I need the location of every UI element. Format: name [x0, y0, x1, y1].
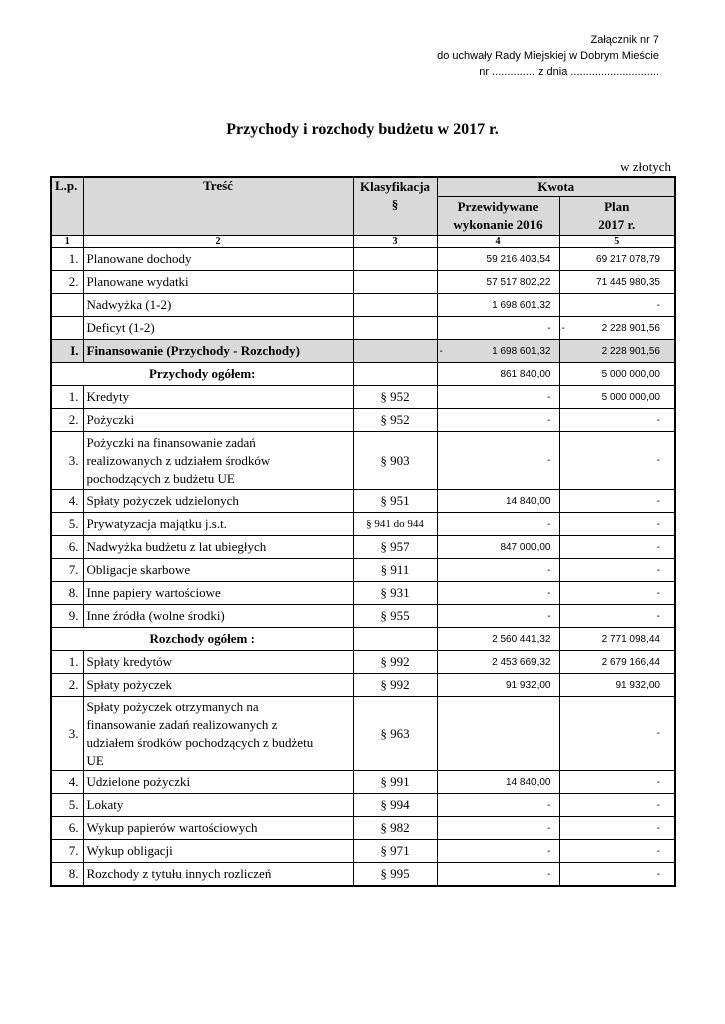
row-plan: - [559, 817, 675, 840]
row-tresc: Inne źródła (wolne środki) [83, 605, 353, 628]
column-number: 1 [51, 236, 83, 248]
column-number: 4 [437, 236, 559, 248]
przewidywane-line2: wykonanie 2016 [453, 217, 543, 232]
table-row [51, 817, 675, 840]
row-klasyfikacja [353, 363, 437, 386]
table-row [51, 582, 675, 605]
row-plan: - [559, 863, 675, 887]
row-lp [51, 317, 83, 340]
table-row [51, 271, 675, 294]
row-przewidywane: 57 517 802,22 [437, 271, 559, 294]
row-przewidywane: - [437, 386, 559, 409]
row-tresc [83, 697, 353, 771]
row-przewidywane: - [437, 317, 559, 340]
column-header-klasyfikacja [353, 177, 437, 236]
row-tresc: Wykup papierów wartościowych [83, 817, 353, 840]
row-przewidywane-value: 1 698 601,32 [492, 345, 551, 357]
row-tresc: Pożyczki [83, 409, 353, 432]
revenue-total-row [51, 363, 675, 386]
row-tresc: Rozchody z tytułu innych rozliczeń [83, 863, 353, 887]
resolution-reference: do uchwały Rady Miejskiej w Dobrym Mieście [437, 50, 659, 62]
row-tresc: Kredyty [83, 386, 353, 409]
row-klasyfikacja: § 991 [353, 771, 437, 794]
row-tresc-line: Pożyczki na finansowanie zadań [86, 434, 256, 450]
expenditure-total-label: Rozchody ogółem : [51, 628, 353, 651]
row-klasyfikacja: § 952 [353, 386, 437, 409]
row-przewidywane: - [437, 840, 559, 863]
row-przewidywane: - [437, 817, 559, 840]
table-row [51, 432, 675, 490]
row-plan: - [559, 559, 675, 582]
row-plan: 2 679 166,44 [559, 651, 675, 674]
table-row [51, 248, 675, 271]
column-number: 2 [83, 236, 353, 248]
row-plan: - [559, 794, 675, 817]
row-przewidywane: - [437, 513, 559, 536]
row-plan: 5 000 000,00 [559, 363, 675, 386]
column-header-lp: L.p. [51, 177, 83, 236]
row-plan: - [559, 294, 675, 317]
row-plan: - [559, 536, 675, 559]
expenditure-total-row [51, 628, 675, 651]
row-klasyfikacja: § 971 [353, 840, 437, 863]
row-lp: 4. [51, 490, 83, 513]
row-tresc: Lokaty [83, 794, 353, 817]
row-klasyfikacja: § 982 [353, 817, 437, 840]
page-title: Przychody i rozchody budżetu w 2017 r. [226, 121, 499, 138]
budget-table [50, 176, 676, 887]
table-row [51, 674, 675, 697]
row-klasyfikacja [353, 340, 437, 363]
row-tresc-line: finansowanie zadań realizowanych z [86, 716, 278, 732]
row-przewidywane: - [437, 605, 559, 628]
column-header-plan [559, 197, 675, 236]
row-przewidywane: 14 840,00 [437, 771, 559, 794]
row-lp: 1. [51, 651, 83, 674]
row-tresc: Spłaty kredytów [83, 651, 353, 674]
revenue-total-label: Przychody ogółem: [51, 363, 353, 386]
column-header-przewidywane [437, 197, 559, 236]
row-lp: 7. [51, 840, 83, 863]
row-przewidywane: - [437, 432, 559, 490]
table-row [51, 513, 675, 536]
row-klasyfikacja: § 992 [353, 674, 437, 697]
row-tresc: Nadwyżka budżetu z lat ubiegłych [83, 536, 353, 559]
row-lp: 4. [51, 771, 83, 794]
row-przewidywane: 14 840,00 [437, 490, 559, 513]
row-przewidywane: 1 698 601,32 [437, 294, 559, 317]
column-numbers-row [51, 236, 675, 248]
row-tresc: Planowane dochody [83, 248, 353, 271]
plan-line1: Plan [604, 199, 630, 214]
resolution-number-date: nr .............. z dnia ............................. [479, 66, 659, 78]
row-klasyfikacja: § 952 [353, 409, 437, 432]
row-plan: - [559, 582, 675, 605]
row-lp: I. [51, 340, 83, 363]
table-row [51, 559, 675, 582]
row-przewidywane: - [437, 863, 559, 887]
column-number: 3 [353, 236, 437, 248]
row-plan: - [559, 513, 675, 536]
table-row [51, 294, 675, 317]
row-lp: 3. [51, 697, 83, 771]
row-plan: - [559, 490, 675, 513]
row-tresc: Prywatyzacja majątku j.s.t. [83, 513, 353, 536]
row-klasyfikacja [353, 248, 437, 271]
table-row [51, 697, 675, 771]
row-klasyfikacja: § 963 [353, 697, 437, 771]
row-lp: 2. [51, 271, 83, 294]
row-klasyfikacja: § 957 [353, 536, 437, 559]
row-plan: - [559, 432, 675, 490]
row-plan: 5 000 000,00 [559, 386, 675, 409]
row-tresc [83, 432, 353, 490]
attachment-note [437, 32, 659, 80]
row-przewidywane: - [437, 559, 559, 582]
row-plan: - [559, 697, 675, 771]
row-lp: 5. [51, 513, 83, 536]
row-klasyfikacja: § 951 [353, 490, 437, 513]
row-tresc-line: udziałem środków pochodzących z budżetu [86, 734, 314, 750]
row-plan: 2 771 098,44 [559, 628, 675, 651]
row-plan: 69 217 078,79 [559, 248, 675, 271]
row-plan: 2 228 901,56 [559, 340, 675, 363]
row-lp: 6. [51, 536, 83, 559]
row-klasyfikacja: § 941 do 944 [353, 513, 437, 536]
row-lp: 3. [51, 432, 83, 490]
row-plan: - [559, 840, 675, 863]
paragraph-symbol: § [391, 197, 399, 212]
row-przewidywane: - [437, 794, 559, 817]
row-plan: - [559, 409, 675, 432]
row-klasyfikacja [353, 317, 437, 340]
row-tresc: Deficyt (1-2) [83, 317, 353, 340]
row-przewidywane: 861 840,00 [437, 363, 559, 386]
row-lp: 2. [51, 674, 83, 697]
table-row [51, 840, 675, 863]
row-klasyfikacja: § 992 [353, 651, 437, 674]
row-klasyfikacja: § 955 [353, 605, 437, 628]
negative-sign: - [439, 345, 443, 357]
column-header-kwota: Kwota [437, 177, 675, 197]
financing-row [51, 340, 675, 363]
row-przewidywane: 2 453 669,32 [437, 651, 559, 674]
row-lp: 6. [51, 817, 83, 840]
row-lp: 1. [51, 386, 83, 409]
row-lp: 8. [51, 863, 83, 887]
row-plan: - [559, 771, 675, 794]
row-plan: - [559, 605, 675, 628]
column-number: 5 [559, 236, 675, 248]
table-row [51, 317, 675, 340]
row-tresc: Spłaty pożyczek udzielonych [83, 490, 353, 513]
row-tresc-line: pochodzących z budżetu UE [86, 470, 235, 486]
column-header-tresc: Treść [83, 177, 353, 236]
row-tresc: Wykup obligacji [83, 840, 353, 863]
negative-sign: - [561, 322, 565, 334]
klasyfikacja-label: Klasyfikacja [359, 179, 431, 194]
row-lp: 8. [51, 582, 83, 605]
row-tresc: Udzielone pożyczki [83, 771, 353, 794]
row-tresc: Spłaty pożyczek [83, 674, 353, 697]
row-lp: 2. [51, 409, 83, 432]
table-row [51, 536, 675, 559]
row-przewidywane: 2 560 441,32 [437, 628, 559, 651]
row-lp: 7. [51, 559, 83, 582]
table-row [51, 794, 675, 817]
row-lp: 5. [51, 794, 83, 817]
row-tresc: Planowane wydatki [83, 271, 353, 294]
row-plan-value: 2 228 901,56 [601, 322, 660, 334]
row-przewidywane [437, 340, 559, 363]
row-tresc: Finansowanie (Przychody - Rozchody) [83, 340, 353, 363]
row-tresc-line: Spłaty pożyczek otrzymanych na [86, 698, 259, 714]
row-plan: 71 445 980,35 [559, 271, 675, 294]
row-klasyfikacja: § 903 [353, 432, 437, 490]
row-klasyfikacja [353, 628, 437, 651]
table-row [51, 605, 675, 628]
row-lp [51, 294, 83, 317]
row-klasyfikacja: § 995 [353, 863, 437, 887]
row-przewidywane: 59 216 403,54 [437, 248, 559, 271]
row-tresc-line: UE [86, 752, 104, 768]
attachment-number: Załącznik nr 7 [590, 34, 659, 46]
row-przewidywane [437, 697, 559, 771]
table-row [51, 409, 675, 432]
row-przewidywane: 847 000,00 [437, 536, 559, 559]
row-przewidywane: - [437, 409, 559, 432]
row-tresc: Inne papiery wartościowe [83, 582, 353, 605]
row-przewidywane: - [437, 582, 559, 605]
table-row [51, 490, 675, 513]
row-tresc: Nadwyżka (1-2) [83, 294, 353, 317]
przewidywane-line1: Przewidywane [457, 199, 539, 214]
row-tresc: Obligacje skarbowe [83, 559, 353, 582]
row-klasyfikacja: § 931 [353, 582, 437, 605]
row-plan: 91 932,00 [559, 674, 675, 697]
table-row [51, 863, 675, 887]
plan-line2: 2017 r. [598, 217, 636, 232]
row-plan [559, 317, 675, 340]
table-row [51, 771, 675, 794]
table-row [51, 386, 675, 409]
row-klasyfikacja [353, 271, 437, 294]
row-lp: 9. [51, 605, 83, 628]
row-tresc-line: realizowanych z udziałem środków [86, 452, 271, 468]
row-klasyfikacja: § 994 [353, 794, 437, 817]
row-lp: 1. [51, 248, 83, 271]
row-klasyfikacja [353, 294, 437, 317]
row-klasyfikacja: § 911 [353, 559, 437, 582]
table-row [51, 651, 675, 674]
row-przewidywane: 91 932,00 [437, 674, 559, 697]
unit-label: w złotych [620, 159, 671, 174]
